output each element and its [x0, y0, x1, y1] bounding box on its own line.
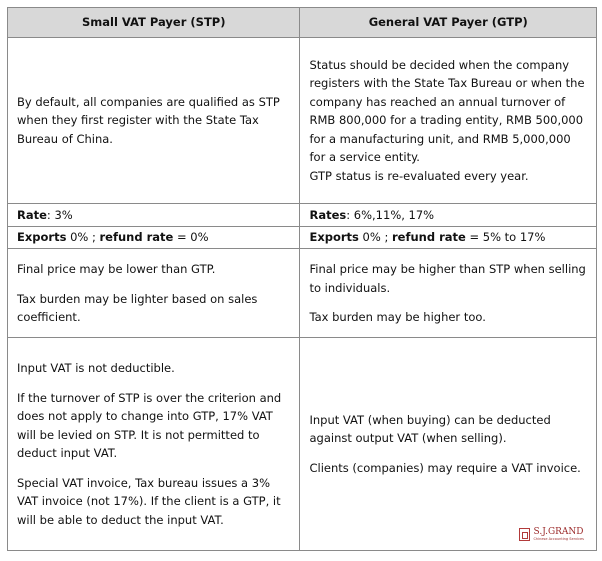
stp-exports-cell	[8, 226, 300, 248]
logo-wordmark	[533, 528, 584, 541]
stp-price-text: Final price may be lower than GTP.	[17, 262, 216, 276]
stp-header: Small VAT Payer (STP)	[8, 8, 300, 38]
exports-row	[8, 226, 597, 248]
stp-input-vat-text: Input VAT is not deductible.	[17, 361, 175, 376]
sjgrand-logo	[519, 528, 584, 541]
stp-qualification-cell	[8, 37, 300, 204]
stp-input-vat-cell	[8, 338, 300, 551]
gtp-rate-label: Rates	[309, 207, 347, 222]
gtp-input-vat-cell	[300, 338, 597, 551]
stp-rate-label: Rate	[17, 207, 47, 222]
price-row	[8, 249, 597, 338]
gtp-input-vat-text: Input VAT (when buying) can be deducted against output VAT (when selling).	[309, 412, 551, 446]
stp-exports-value: 0% ;	[66, 230, 100, 245]
gtp-burden-text: Tax burden may be higher too.	[309, 310, 486, 324]
gtp-reevaluation-text: GTP status is re-evaluated every year.	[309, 168, 529, 183]
stp-rate-cell	[8, 204, 300, 226]
gtp-price-text: Final price may be higher than STP when selling to individuals.	[309, 262, 586, 295]
stp-refund-value: = 0%	[173, 230, 209, 245]
logo-mark-icon	[519, 528, 530, 541]
gtp-exports-value: 0% ;	[358, 230, 392, 245]
stp-price-cell	[8, 249, 300, 338]
stp-invoice-text: Special VAT invoice, Tax bureau issues a 3% VAT invoice (not 17%). If the client is a GTP, it will be able to deduct the input VAT.	[17, 475, 281, 527]
gtp-qualification-cell	[300, 37, 597, 204]
gtp-price-cell	[300, 249, 597, 338]
gtp-qualification-text: Status should be decided when the company registers with the State Tax Bureau or when the company has reached an annual turnover of RMB 800,000 for a trading entity, RMB 500,000 for a manufacturing unit, and RMB 5,000,000 for a service entity.	[309, 57, 585, 165]
logo-tagline: Chinese Accounting Services	[533, 537, 584, 541]
gtp-refund-label: refund rate	[392, 230, 466, 245]
gtp-rate-cell	[300, 204, 597, 226]
gtp-exports-cell	[300, 226, 597, 248]
gtp-header: General VAT Payer (GTP)	[300, 8, 597, 38]
gtp-invoice-text: Clients (companies) may require a VAT invoice.	[309, 460, 581, 475]
stp-refund-label: refund rate	[99, 230, 174, 245]
qualification-row	[8, 37, 597, 204]
stp-qualification-text: By default, all companies are qualified as STP when they first register with the State Tax Bureau of China.	[17, 94, 280, 146]
rate-row	[8, 204, 597, 226]
header-row	[8, 8, 597, 38]
input-vat-row	[8, 338, 597, 551]
stp-burden-text: Tax burden may be lighter based on sales coefficient.	[17, 291, 258, 324]
gtp-rate-value: : 6%,11%, 17%	[346, 207, 435, 222]
gtp-refund-value: = 5% to 17%	[465, 230, 546, 245]
stp-turnover-text: If the turnover of STP is over the criterion and does not apply to change into GTP, 17% VAT will be levied on STP. It is not permitted to deduct input VAT.	[17, 390, 282, 461]
stp-exports-label: Exports	[17, 230, 67, 245]
logo-name: S.J.GRAND	[533, 527, 584, 537]
gtp-exports-label: Exports	[309, 230, 359, 245]
vat-comparison-table	[7, 7, 597, 551]
stp-rate-value: : 3%	[46, 207, 73, 222]
